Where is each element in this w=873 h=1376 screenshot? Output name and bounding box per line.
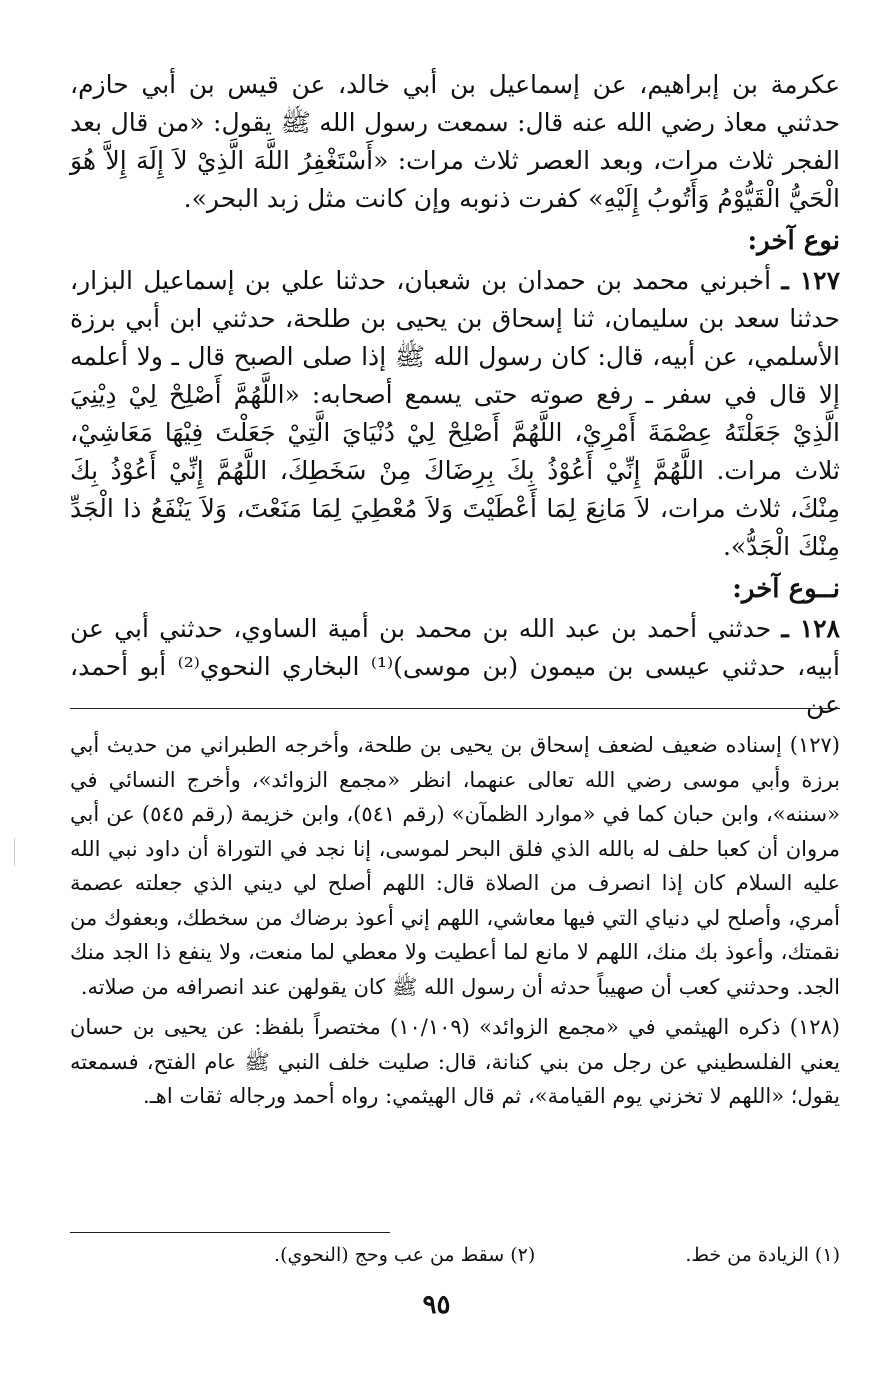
footnote-ref-128: (١٢٨) [789,1015,840,1039]
paragraph-intro: عكرمة بن إبراهيم، عن إسماعيل بن أبي خالد، عن قيس بن أبي حازم، حدثني معاذ رضي الله عنه قال: سمعت رسول الله ﷺ يقول: «من قال بعد الفجر ثلاث مرات، وبعد العصر ثلاث مرات: «أَسْتَغْفِرُ اللَّهَ الَّذِيْ لاَ إِلَهَ إِلاَّ هُوَ الْحَيُّ الْقَيُّوْمُ وَأَتُوبُ إِلَيْهِ» كفرت ذنوبه وإن كانت مثل زبد البحر». [70,70,840,213]
footnote-text-127: إسناده ضعيف لضعف إسحاق بن يحيى بن طلحة، وأخرجه الطبراني من حديث أبي برزة وأبي موسى رضي الله تعالى عنهما، انظر «مجمع الزوائد»، وأخرج النسائي في «سننه»، وابن حبان كما في «موارد الظمآن» (رقم ٥٤١)، وابن خزيمة (رقم ٥٤٥) عن أبي مروان أن كعبا حلف له بالله الذي فلق البحر لموسى، إنا نجد في التوراة أن داود نبي الله عليه السلام كان إذا انصرف من الصلاة قال: اللهم أصلح لي ديني الذي جعلته عصمة أمري، وأصلح لي دنياي التي فيها معاشي، اللهم إني أعوذ برضاك من سخطك، وبعفوك من نقمتك، وأعوذ بك منك، اللهم لا مانع لما أعطيت ولا معطي لما منعت، ولا ينفع ذا الجد منك الجد. وحدثني كعب أن صهيباً حدثه أن رسول الله ﷺ كان يقولهن عند انصرافه من صلاته. [70,733,841,999]
hadith-number-127: ١٢٧ ـ [781,266,841,295]
footnotes-section [70,728,840,1120]
page-number: ٩٥ [422,1290,451,1320]
notes-divider [70,1232,390,1233]
note-1: (١) الزيادة من خط. [685,1244,840,1266]
footnote-128 [70,1010,840,1114]
paragraph-127 [70,262,840,566]
apparatus-notes [70,1240,840,1270]
hadith-text-128: حدثني أحمد بن عبد الله بن محمد بن أمية الساوي، حدثني أبي عن أبيه، حدثني عيسى بن ميمون (بن موسى)⁽¹⁾ البخاري النحوي⁽²⁾ أبو أحمد، عن [70,614,841,719]
hadith-number-128: ١٢٨ ـ [781,614,840,643]
section-heading-2: نــوع آخر: [732,574,840,604]
footnote-127 [70,728,840,1004]
paragraph-128 [70,610,840,724]
footnote-ref-127: (١٢٧) [789,733,840,757]
main-text [70,66,840,724]
note-2: (٢) سقط من عب وحج (النحوي). [274,1244,536,1266]
margin-mark [14,838,15,866]
footnote-divider [70,708,840,709]
section-heading-1: نوع آخر: [747,226,840,256]
footnote-text-128: ذكره الهيثمي في «مجمع الزوائد» (١٠/١٠٩) مختصراً بلفظ: عن يحيى بن حسان يعني الفلسطيني عن رجل من بني كنانة، قال: صليت خلف النبي ﷺ عام الفتح، فسمعته يقول؛ «اللهم لا تخزني يوم القيامة»، ثم قال الهيثمي: رواه أحمد ورجاله ثقات اهـ. [70,1015,840,1108]
hadith-text-127: أخبرني محمد بن حمدان بن شعبان، حدثنا علي بن إسماعيل البزار، حدثنا سعد بن سليمان، ثنا إسحاق بن يحيى بن طلحة، حدثني ابن أبي برزة الأسلمي، عن أبيه، قال: كان رسول الله ﷺ إذا صلى الصبح قال ـ ولا أعلمه إلا قال في سفر ـ رفع صوته حتى يسمع أصحابه: «اللَّهُمَّ أَصْلِحْ لِيْ دِيْنِيَ الَّذِيْ جَعَلْتَهُ عِصْمَةَ أَمْرِيْ، اللَّهُمَّ أَصْلِحْ لِيْ دُنْيَايَ الَّتِيْ جَعَلْتَ فِيْهَا مَعَاشِيْ، ثلاث مرات. اللَّهُمَّ إِنِّيْ أَعُوْذُ بِكَ بِرِضَاكَ مِنْ سَخَطِكَ، اللَّهُمَّ إِنِّيْ أَعُوْذُ بِكَ مِنْكَ، ثلاث مرات، لاَ مَانِعَ لِمَا أَعْطَيْتَ وَلاَ مُعْطِيَ لِمَا مَنَعْتَ، وَلاَ يَنْفَعُ ذا الْجَدِّ مِنْكَ الْجَدُّ». [70,266,840,561]
